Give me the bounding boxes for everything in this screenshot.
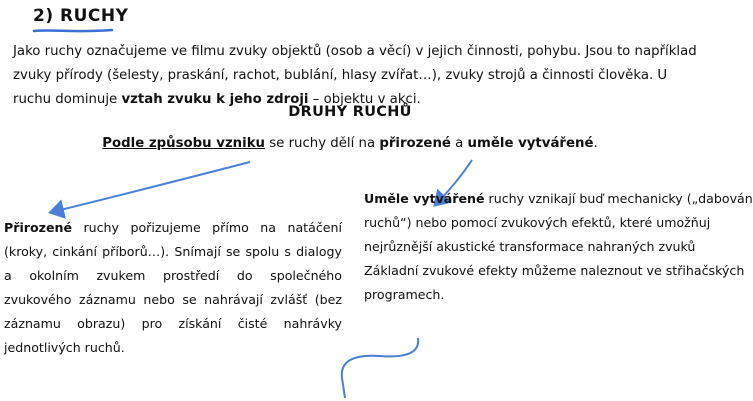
intro-text-end: – objektu v akci. (308, 92, 421, 107)
arrow-to-natural (52, 162, 250, 212)
intro-bold: vztah zvuku k jeho zdroji (121, 92, 309, 107)
division-text: se ruchy dělí na (265, 136, 380, 151)
natural-text: ruchy pořizujeme přímo na natáčení (kroky, cinkání příborů…). Snímají se spolu s dialogy a okolním zvukem prostředí do společného zvukového záznamu nebo se nahrávají zvlášť (bez záznamu obrazu) pro získání čisté nahrávky jednotlivých ruchů. (4, 220, 342, 355)
natural-sounds-paragraph (4, 216, 342, 360)
division-period: . (593, 136, 598, 151)
artificial-sounds-paragraph (364, 187, 753, 307)
artificial-bold: Uměle vytvářené (364, 191, 485, 206)
artificial-line-5: programech. (364, 287, 445, 302)
intro-text: Jako ruchy označujeme ve filmu zvuky objektů (osob a věcí) v jejich činnosti, pohybu. Jsou to například zvuky přírody (šelesty, praskání, rachot, bublání, hlasy zvířat…), zvuky strojů a činnosti člověka. U ruchu dominuje (13, 44, 697, 107)
squiggle-arrow (342, 338, 418, 398)
section-heading: 2) RUCHY (33, 6, 129, 26)
division-underlined: Podle způsobu vzniku (102, 136, 266, 151)
artificial-line-1: ruchy vznikají buď mechanicky („dabován (484, 191, 753, 206)
division-artificial: uměle vytvářené (467, 136, 594, 151)
division-natural: přirozené (379, 136, 451, 151)
division-and: a (450, 136, 468, 151)
artificial-line-4: Základní zvukové efekty můžeme naleznout ve střihačských (364, 263, 745, 278)
subheading: DRUHY RUCHŮ (288, 104, 412, 120)
artificial-line-2: ruchů“) nebo pomocí zvukových efektů, které umožňuj (364, 215, 711, 230)
natural-bold: Přirozené (4, 220, 72, 235)
artificial-line-3: nejrůznější akustické transformace nahraných zvuků (364, 239, 696, 254)
